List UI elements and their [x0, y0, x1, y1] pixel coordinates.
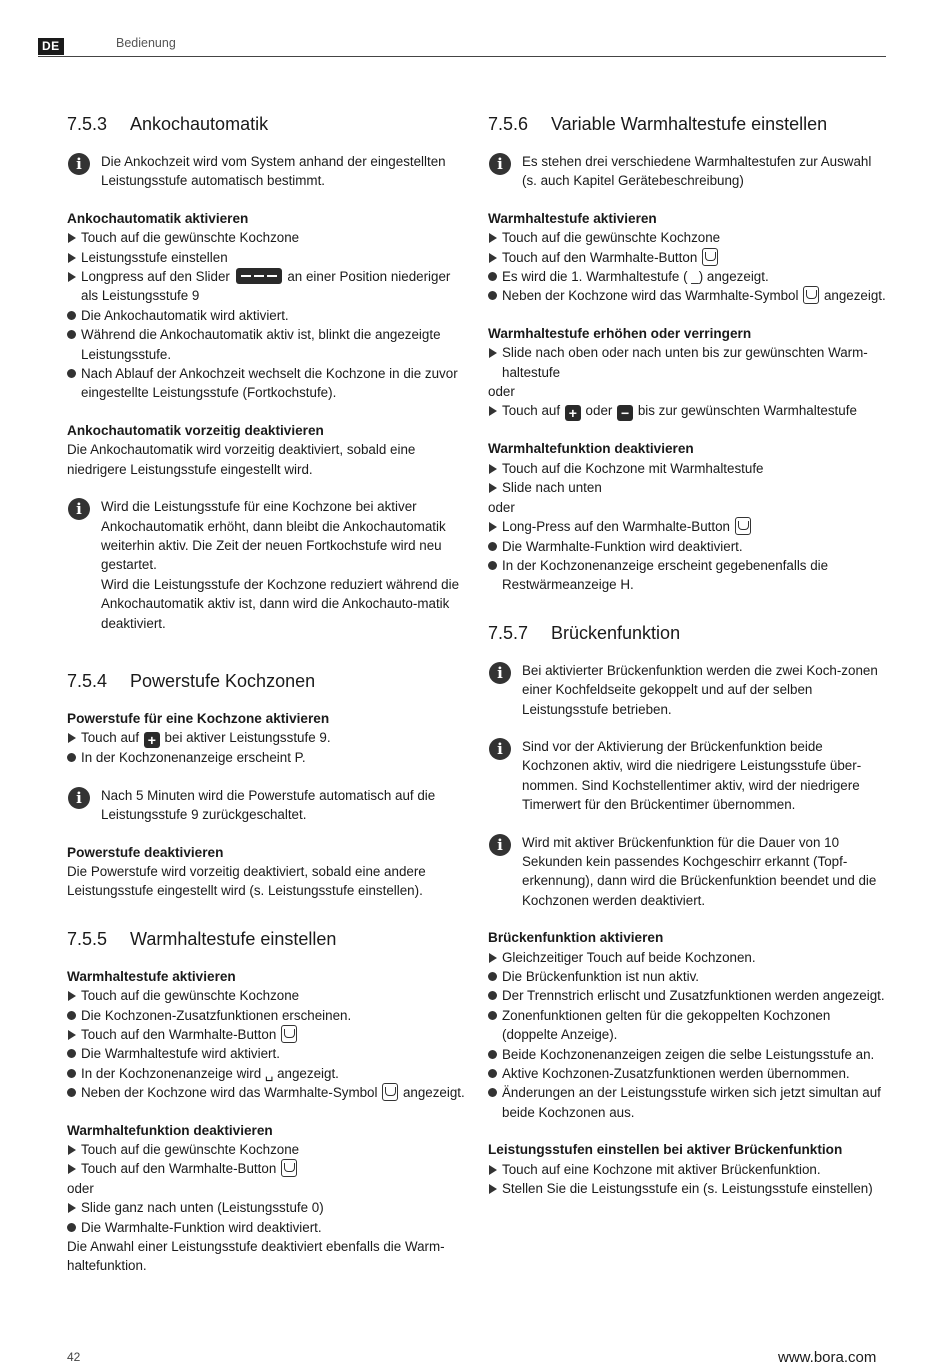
heading-7-5-3: 7.5.3 Ankochautomatik	[67, 114, 269, 134]
heading-7-5-6: 7.5.6 Variable Warmhaltestufe einstellen	[488, 114, 828, 134]
list-item: Die Warmhaltestufe wird aktiviert.	[67, 1044, 467, 1063]
list-item: Touch auf eine Kochzone mit aktiver Brückenfunktion.	[488, 1160, 888, 1179]
list-item: Slide ganz nach unten (Leistungsstufe 0)	[67, 1198, 467, 1217]
minus-icon: −	[617, 405, 633, 421]
info-note: i Es stehen drei verschiedene Warmhaltestufen zur Auswahl (s. auch Kapitel Gerätebeschreibung)	[488, 152, 888, 191]
info-icon: i	[489, 662, 511, 684]
list-item: Nach Ablauf der Ankochzeit wechselt die Kochzone in die zuvor eingestellte Leistungsstufe (Fortkochstufe).	[67, 364, 467, 403]
page-number: 42	[67, 1350, 81, 1364]
steps-list	[488, 401, 888, 421]
right-column	[488, 112, 888, 1198]
list-item: Gleichzeitiger Touch auf beide Kochzonen.	[488, 948, 888, 967]
list-item: Aktive Kochzonen-Zusatzfunktionen werden übernommen.	[488, 1064, 888, 1083]
plus-icon: +	[565, 405, 581, 421]
list-item: In der Kochzonenanzeige erscheint P.	[67, 748, 467, 767]
list-item: Beide Kochzonenanzeigen zeigen die selbe Leistungsstufe an.	[488, 1045, 888, 1064]
list-item: Der Trennstrich erlischt und Zusatzfunktionen werden angezeigt.	[488, 986, 888, 1005]
list-item: Longpress auf den Slider an einer Position niederiger als Leistungsstufe 9	[67, 267, 467, 306]
subheading: Leistungsstufen einstellen bei aktiver Brückenfunktion	[488, 1142, 843, 1158]
left-column	[67, 112, 467, 1276]
info-note: i Nach 5 Minuten wird die Powerstufe automatisch auf die Leistungsstufe 9 zurückgeschaltet.	[67, 786, 467, 825]
steps-list	[488, 1160, 888, 1199]
subheading: Ankochautomatik aktivieren	[67, 210, 249, 226]
subheading: Ankochautomatik vorzeitig deaktivieren	[67, 422, 324, 438]
info-note: i Wird die Leistungsstufe für eine Kochzone bei aktiver Ankochautomatik erhöht, dann bleibt die Ankochautomatik weiterhin aktiv. Die Zeit der neuen Fortkochstufe wird neu gestartet. Wird die Leistungsstufe der Kochzone reduziert während die Ankochautomatik aktiv ist, dann wird die Ankochauto-matik deaktiviert.	[67, 497, 467, 633]
warmhalte-icon	[281, 1025, 297, 1043]
list-item: Die Ankochautomatik wird aktiviert.	[67, 306, 467, 325]
subheading: Warmhaltestufe aktivieren	[67, 968, 236, 984]
list-item: Während die Ankochautomatik aktiv ist, blinkt die angezeigte Leistungsstufe.	[67, 325, 467, 364]
list-item: Neben der Kochzone wird das Warmhalte-Symbol angezeigt.	[488, 286, 888, 305]
info-note: i Die Ankochzeit wird vom System anhand der eingestellten Leistungsstufe automatisch bestimmt.	[67, 152, 467, 191]
language-badge: DE	[38, 38, 64, 55]
list-item: Long-Press auf den Warmhalte-Button	[488, 517, 888, 536]
subheading: Warmhaltestufe erhöhen oder verringern	[488, 325, 752, 341]
subheading: Warmhaltefunktion deaktivieren	[67, 1122, 273, 1138]
oder-text: oder	[67, 1180, 94, 1196]
list-item: In der Kochzonenanzeige wird ␣ angezeigt.	[67, 1064, 467, 1083]
steps-list	[67, 228, 467, 403]
steps-list	[488, 517, 888, 595]
steps-list	[488, 948, 888, 1123]
steps-list	[67, 728, 467, 767]
info-note: i Sind vor der Aktivierung der Brückenfunktion beide Kochzonen aktiv, wird die niedrigere Leistungsstufe über-nommen. Sind Kochstellentimer aktiv, wird der niedrigere Timerwert für den Brückentimer übernommen.	[488, 737, 888, 815]
list-item: Touch auf die gewünschte Kochzone	[67, 1140, 467, 1159]
info-icon: i	[68, 498, 90, 520]
subheading: Powerstufe für eine Kochzone aktivieren	[67, 710, 330, 726]
list-item: Stellen Sie die Leistungsstufe ein (s. Leistungsstufe einstellen)	[488, 1179, 888, 1198]
paragraph: Die Ankochautomatik wird vorzeitig deaktiviert, sobald eine niedrigere Leistungsstufe eingestellt wird.	[67, 442, 416, 477]
slider-icon	[236, 268, 282, 284]
info-note: i Bei aktivierter Brückenfunktion werden die zwei Koch-zonen einer Kochfeldseite gekoppelt und auf der selben Leistungsstufe betrieben.	[488, 661, 888, 719]
info-note: i Wird mit aktiver Brückenfunktion für die Dauer von 10 Sekunden kein passendes Kochgeschirr erkannt (Topf-erkennung), dann wird die Brückenfunktion beendet und die Kochzonen werden deaktiviert.	[488, 833, 888, 911]
steps-list	[67, 1198, 467, 1237]
list-item: Touch auf die gewünschte Kochzone	[67, 986, 467, 1005]
warmhalte-icon	[281, 1159, 297, 1177]
list-item: Touch auf den Warmhalte-Button	[67, 1025, 467, 1044]
subheading: Powerstufe deaktivieren	[67, 844, 224, 860]
paragraph: Die Powerstufe wird vorzeitig deaktiviert, sobald eine andere Leistungsstufe eingestellt wird (s. Leistungsstufe einstellen).	[67, 863, 426, 899]
list-item: Touch auf die Kochzone mit Warmhaltestufe	[488, 459, 888, 478]
subheading: Warmhaltestufe aktivieren	[488, 210, 657, 226]
subheading: Brückenfunktion aktivieren	[488, 930, 664, 946]
info-icon: i	[68, 153, 90, 175]
list-item: Die Warmhalte-Funktion wird deaktiviert.	[488, 537, 888, 556]
warmhalte-icon	[702, 248, 718, 266]
oder-text: oder	[488, 384, 515, 400]
list-item: Die Kochzonen-Zusatzfunktionen erscheinen.	[67, 1006, 467, 1025]
list-item: Slide nach unten	[488, 478, 888, 497]
page-header	[38, 34, 886, 57]
list-item: Leistungsstufe einstellen	[67, 248, 467, 267]
heading-7-5-4: 7.5.4 Powerstufe Kochzonen	[67, 670, 316, 691]
steps-list	[488, 459, 888, 498]
list-item: Touch auf + oder − bis zur gewünschten Warmhaltestufe	[488, 401, 888, 421]
list-item: Touch auf + bei aktiver Leistungsstufe 9.	[67, 728, 467, 748]
warmhalte-icon	[382, 1083, 398, 1101]
plus-icon: +	[144, 732, 160, 748]
list-item: Zonenfunktionen gelten für die gekoppelten Kochzonen (doppelte Anzeige).	[488, 1006, 888, 1045]
steps-list	[488, 343, 888, 382]
list-item: Touch auf den Warmhalte-Button	[67, 1159, 467, 1178]
list-item: In der Kochzonenanzeige erscheint gegebenenfalls die Restwärmeanzeige H.	[488, 556, 888, 595]
info-icon: i	[489, 738, 511, 760]
steps-list	[67, 986, 467, 1102]
list-item: Touch auf die gewünschte Kochzone	[488, 228, 888, 247]
list-item: Touch auf den Warmhalte-Button	[488, 248, 888, 267]
heading-7-5-5: 7.5.5 Warmhaltestufe einstellen	[67, 928, 337, 949]
warmhalte-icon	[803, 286, 819, 304]
subheading: Warmhaltefunktion deaktivieren	[488, 441, 694, 457]
list-item: Touch auf die gewünschte Kochzone	[67, 228, 467, 247]
list-item: Es wird die 1. Warmhaltestufe ( _) angezeigt.	[488, 267, 888, 286]
list-item: Neben der Kochzone wird das Warmhalte-Symbol angezeigt.	[67, 1083, 467, 1102]
list-item: Änderungen an der Leistungsstufe wirken sich jetzt simultan auf beide Kochzonen aus.	[488, 1083, 888, 1122]
info-icon: i	[68, 787, 90, 809]
info-icon: i	[489, 834, 511, 856]
list-item: Slide nach oben oder nach unten bis zur gewünschten Warm-haltestufe	[488, 343, 888, 382]
warmhalte-icon	[735, 517, 751, 535]
heading-7-5-7: 7.5.7 Brückenfunktion	[488, 622, 681, 643]
info-icon: i	[489, 153, 511, 175]
paragraph: Die Anwahl einer Leistungsstufe deaktiviert ebenfalls die Warm-haltefunktion.	[67, 1239, 445, 1274]
oder-text: oder	[488, 499, 515, 515]
list-item: Die Warmhalte-Funktion wird deaktiviert.	[67, 1218, 467, 1237]
steps-list	[67, 1140, 467, 1179]
steps-list	[488, 228, 888, 306]
website-link[interactable]: www.bora.com	[778, 1349, 877, 1366]
section-title: Bedienung	[116, 36, 176, 50]
list-item: Die Brückenfunktion ist nun aktiv.	[488, 967, 888, 986]
